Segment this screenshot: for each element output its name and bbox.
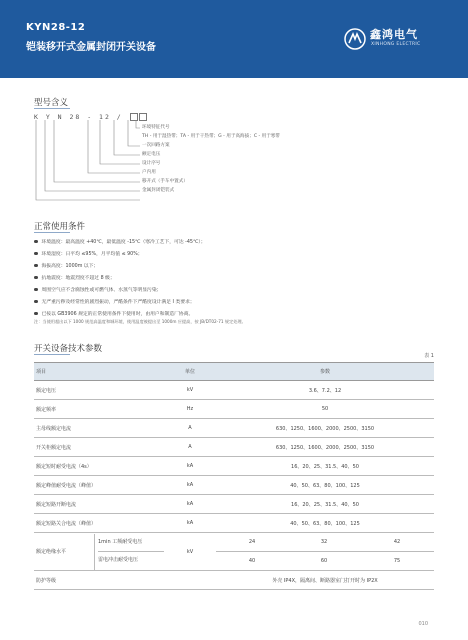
table-header-row: [34, 363, 434, 381]
row-value: 40、50、63、80、100、125: [216, 514, 434, 533]
table-row: [34, 457, 434, 476]
bullet-icon: [34, 264, 38, 268]
bullet-icon: [34, 312, 38, 316]
row-unit: kA: [164, 476, 216, 495]
legend-item: 一次回路方案: [142, 143, 170, 148]
condition-item: [34, 250, 143, 257]
condition-text: 周围空气应不含腐蚀性或可燃气体、水蒸气等明显污染；: [41, 288, 162, 293]
row-value: 32: [288, 533, 360, 552]
legend-item: TH - 用于湿热带；TA - 用于干热带；G - 用于高海拔；C - 用于寒带: [142, 134, 280, 139]
model-code-text: K Y N 28 - 12 /: [34, 113, 123, 121]
row-unit: A: [164, 419, 216, 438]
row-value: 50: [216, 400, 434, 419]
table-row: [34, 419, 434, 438]
specs-section-title: 开关设备技术参数: [34, 344, 103, 354]
row-value: 42: [360, 533, 434, 552]
row-name: 防护等级: [34, 571, 164, 590]
table-row: [34, 571, 434, 590]
table-row: [34, 495, 434, 514]
page-number: 010: [418, 621, 428, 627]
table-row: [34, 533, 434, 552]
section-divider: [34, 232, 70, 233]
row-name: 额定短时耐受电流（4s）: [34, 457, 164, 476]
brand-subtitle: XINHONG ELECTRIC: [371, 42, 421, 47]
legend-item: 金属封闭铠装式: [142, 188, 175, 193]
section-divider: [34, 354, 70, 355]
product-model-title: KYN28-12: [26, 22, 86, 33]
row-unit: kA: [164, 495, 216, 514]
header-item: 项目: [34, 363, 164, 381]
condition-text: 抗地震度：地震烈度不超过 8 级；: [41, 276, 115, 281]
row-value: 24: [216, 533, 288, 552]
bullet-icon: [34, 300, 38, 304]
condition-item: [34, 298, 195, 305]
condition-text: 环境湿度：日平均 ≤95%，月平均值 ≤ 90%；: [41, 252, 143, 257]
row-value: 16、20、25、31.5、40、50: [216, 457, 434, 476]
row-value: 16、20、25、31.5、40、50: [216, 495, 434, 514]
header-param: 参数: [216, 363, 434, 381]
brand-mark-icon: [344, 27, 366, 51]
row-value: 60: [288, 552, 360, 571]
row-unit: kA: [164, 457, 216, 476]
model-section-title: 型号含义: [34, 98, 69, 108]
table-number: 表 1: [424, 353, 434, 359]
bullet-icon: [34, 252, 38, 256]
condition-item: [34, 238, 206, 245]
table-row: [34, 476, 434, 495]
bullet-icon: [34, 276, 38, 280]
condition-text: 已按以 GB3906 规定的正常使用条件下使用时，由用户和制造厂协商。: [41, 312, 194, 317]
row-unit: A: [164, 438, 216, 457]
row-value: 75: [360, 552, 434, 571]
row-name: 额定频率: [34, 400, 164, 419]
table-row: [34, 400, 434, 419]
row-name: 额定绝缘水平: [36, 549, 67, 555]
bullet-icon: [34, 240, 38, 244]
section-divider: [34, 108, 70, 109]
product-name-title: 铠装移开式金属封闭开关设备: [26, 42, 156, 53]
row-value: 40: [216, 552, 288, 571]
brand-name: 鑫鸿电气: [370, 28, 418, 41]
table-row: [34, 381, 434, 400]
insulation-cell: [34, 533, 164, 571]
row-value: 40、50、63、80、100、125: [216, 476, 434, 495]
row-name: 主母线额定电流: [34, 419, 164, 438]
condition-item: [34, 262, 98, 269]
row-unit: kA: [164, 514, 216, 533]
legend-item: 户内用: [142, 170, 156, 175]
row-unit: kV: [164, 381, 216, 400]
condition-text: 海拔高度：1000m 以下；: [41, 264, 99, 269]
row-value: 630、1250、1600、2000、2500、3150: [216, 419, 434, 438]
condition-item: [34, 286, 161, 293]
conditions-note: 注：当使用超出以下 1000 规范高温度和城环境，使用温度被提出至 1000m 应提高，按 JB/DT02-71 规定处理。: [34, 319, 246, 324]
condition-text: 环境温度：最高温度 +40℃，最低温度 -15℃（寒冷工艺下，可达 -45℃）；: [41, 240, 206, 245]
row-value: 外壳 IP4X，隔离间、断路器室门打开时为 IP2X: [216, 571, 434, 590]
row-name: 开关柜额定电流: [34, 438, 164, 457]
row-name: 额定短路开断电流: [34, 495, 164, 514]
model-code-leader-lines: [34, 118, 154, 228]
specs-table: [34, 362, 434, 590]
condition-item: [34, 310, 193, 317]
legend-item: 额定电压: [142, 152, 161, 157]
row-unit: kV: [164, 533, 216, 571]
table-row: [34, 438, 434, 457]
row-unit: [164, 571, 216, 590]
legend-item: 环境特征代号: [142, 125, 170, 130]
row-value: 3.6、7.2、12: [216, 381, 434, 400]
bullet-icon: [34, 288, 38, 292]
conditions-section-title: 正常使用条件: [34, 222, 86, 232]
row-value: 630、1250、1600、2000、2500、3150: [216, 438, 434, 457]
row-name: 额定短路关合电流（峰值）: [34, 514, 164, 533]
row-name: 额定峰值耐受电流（峰值）: [34, 476, 164, 495]
sub-row-name: 雷电冲击耐受电压: [98, 557, 139, 564]
sub-row-name: 1min 工频耐受电压: [98, 534, 164, 552]
brand-logo: [344, 24, 454, 56]
legend-item: 设计序号: [142, 161, 161, 166]
condition-text: 无严重污秽及经常性的剧烈振动，严酷条件下严酷度设计满足 I 类要求；: [41, 300, 195, 305]
row-unit: Hz: [164, 400, 216, 419]
header-unit: 单位: [164, 363, 216, 381]
page-header: [0, 0, 468, 78]
legend-item: 移开式（手车中置式）: [142, 179, 188, 184]
row-name: 额定电压: [34, 381, 164, 400]
table-row: [34, 514, 434, 533]
condition-item: [34, 274, 115, 281]
